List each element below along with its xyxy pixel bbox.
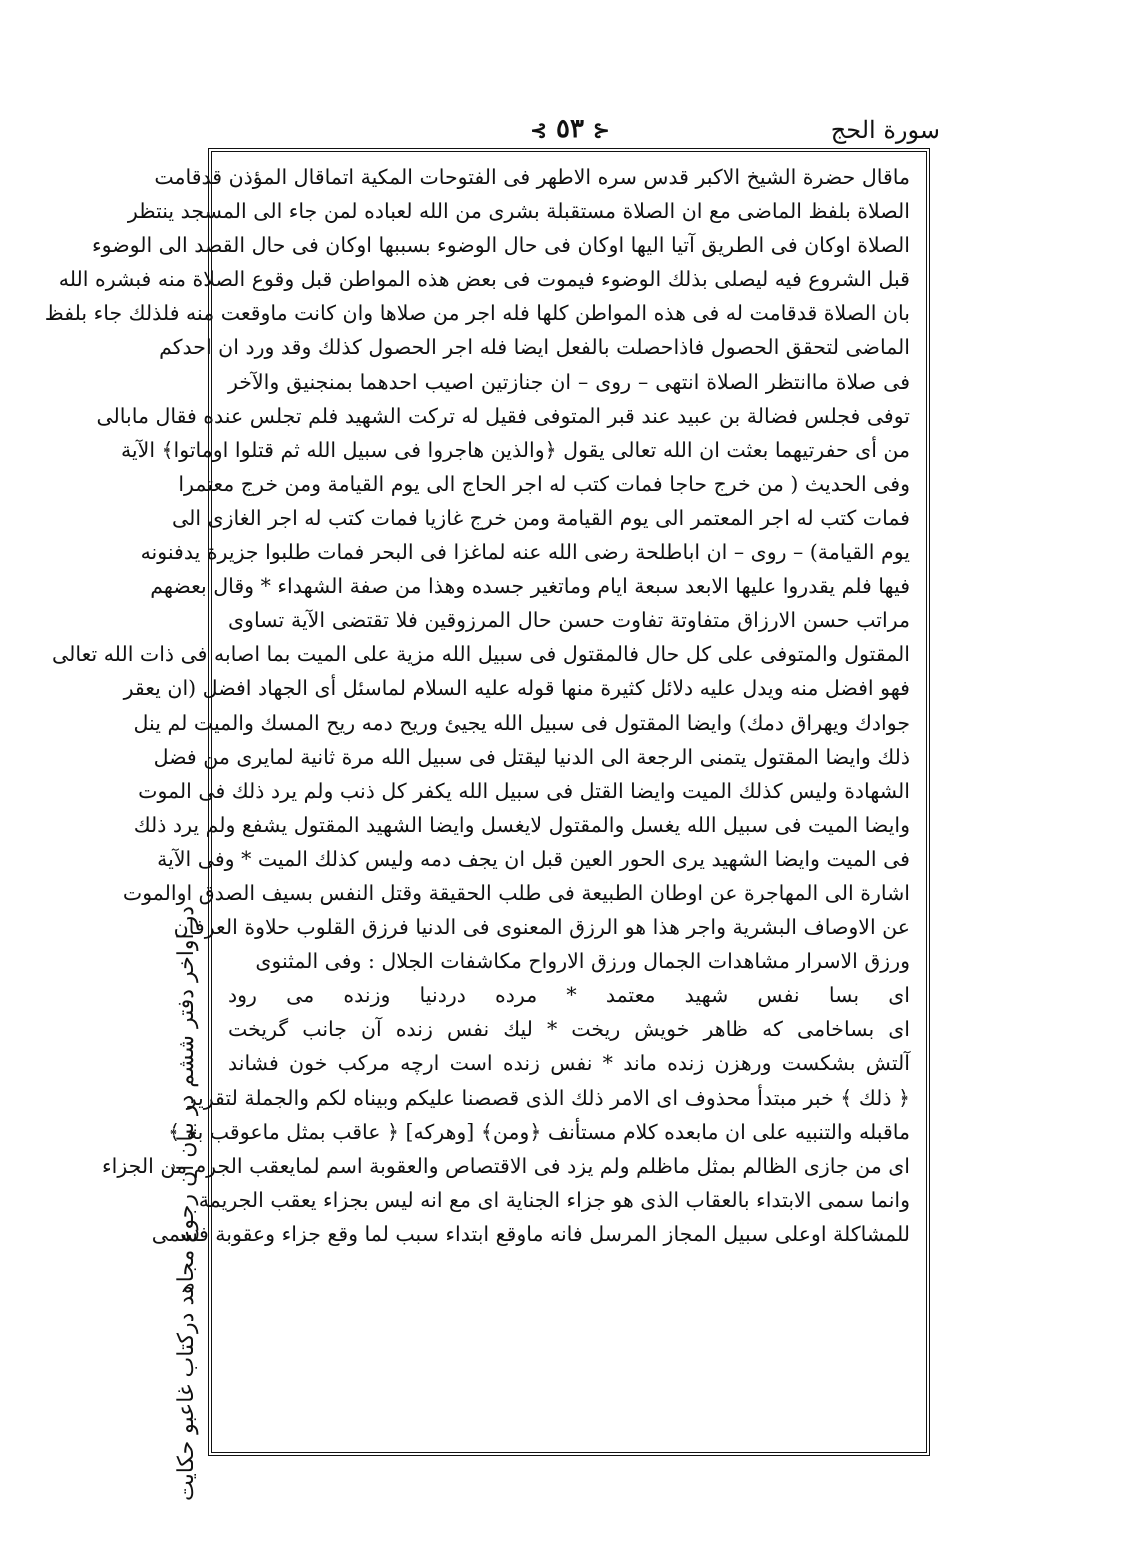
text-line: فهو افضل منه ويدل عليه دلائل كثيرة منها قوله عليه السلام لماسئل أى الجهاد افضل (ان يعقر [123, 676, 910, 701]
margin-note-text: در اواخر دفتر ششم در بيان آن رجوع مجاهد دركتاب غاعبو حكايت [174, 906, 199, 1502]
text-line: فى صلاة ماانتظر الصلاة انتهى – روى – ان جنازتين اصيب احدهما بمنجنيق والآخر [228, 369, 910, 394]
text-line: ورزق الاسرار مشاهدات الجمال ورزق الارواح مكاشفات الجلال : وفى المثنوى [255, 949, 910, 974]
verse-line: اى بساخامى كه ظاهر خويش ريخت * ليك نفس زنده آن جانب گريخت [228, 1017, 910, 1042]
text-line: وانما سمى الابتداء بالعقاب الذى هو جزاء الجناية اى مع انه ليس بجزاء يعقب الجريمة [198, 1187, 910, 1212]
surah-title: سورة الحج [830, 116, 940, 144]
text-line: عن الاوصاف البشرية واجر هذا هو الرزق المعنوى فى الدنيا فرزق القلوب حلاوة العرفان [173, 915, 910, 940]
text-line: الصلاة بلفظ الماضى مع ان الصلاة مستقبلة بشرى من الله لعباده لمن جاء الى المسجد ينتظر [127, 199, 910, 224]
text-line: الصلاة اوكان فى الطريق آتيا اليها اوكان فى حال الوضوء بسببها اوكان فى حال القصد الى الوضوء [91, 233, 910, 258]
text-line: الماضى لتحقق الحصول فاذاحصلت بالفعل ايضا فله اجر الحصول كذلك وقد ورد ان احدكم [159, 335, 910, 360]
ornament-right: ⊱ [593, 118, 610, 142]
page-header [200, 112, 940, 148]
text-line: بان الصلاة قدقامت له فى هذه المواطن كلها فله اجر من صلاها وان كانت ماوقعت منه فلذلك جاء بلفظ [44, 301, 910, 326]
text-line: اى من جازى الظالم بمثل ماظلم ولم يزد فى الاقتصاص والعقوبة اسم لمايعقب الجرم من الجزاء [102, 1153, 910, 1178]
ornament-left: ⊰ [530, 118, 547, 142]
text-line: فى الميت وايضا الشهيد يرى الحور العين قبل ان يجف دمه وليس كذلك الميت * وفى الآية [157, 846, 910, 871]
text-line: جوادك ويهراق دمك) وايضا المقتول فى سبيل الله يجيئ وريح دمه ريح المسك والميت لم ينل [133, 710, 910, 735]
text-line: من أى حفرتيهما بعثت ان الله تعالى يقول ﴿والذين هاجروا فى سبيل الله ثم قتلوا اوماتوا﴾ الآية [120, 437, 910, 462]
page-number-value: ٥٣ [556, 114, 584, 144]
verse-line: اى بسا نفس شهيد معتمد * مرده دردنيا وزنده مى رود [228, 983, 910, 1008]
text-line: وايضا الميت فى سبيل الله يغسل والمقتول لايغسل وايضا الشهيد المقتول يشفع ولم يرد ذلك [133, 812, 910, 837]
text-line: مراتب حسن الارزاق متفاوتة تفاوت حسن حال المرزوقين فلا تقتضى الآية تساوى [228, 608, 910, 633]
text-line: قبل الشروع فيه ليصلى بذلك الوضوء فيموت فى بعض هذه المواطن قبل وقوع الصلاة منه فبشره الله [58, 267, 910, 292]
text-line: للمشاكلة اوعلى سبيل المجاز المرسل فانه ماوقع ابتداء سبب لما وقع جزاء وعقوبة فسمى [151, 1221, 910, 1246]
text-line: فمات كتب له اجر المعتمر الى يوم القيامة ومن خرج غازيا فمات كتب له اجر الغازى الى [172, 505, 910, 530]
text-line: ماقال حضرة الشيخ الاكبر قدس سره الاطهر فى الفتوحات المكية اتماقال المؤذن قدقامت [154, 165, 910, 189]
text-line: اشارة الى المهاجرة عن اوطان الطبيعة فى طلب الحقيقة وقتل النفس بسيف الصدق اوالموت [122, 880, 910, 905]
text-line: وفى الحديث ( من خرج حاجا فمات كتب له اجر الحاج الى يوم القيامة ومن خرج معتمرا [178, 471, 910, 496]
margin-note [170, 906, 210, 1502]
text-line: المقتول والمتوفى على كل حال فالمقتول فى سبيل الله مزية على الميت بما اصابه فى ذات الله تعالى [52, 642, 910, 667]
text-line: يوم القيامة) – روى – ان اباطلحة رضى الله عنه لماغزا فى البحر فمات طلبوا جزيرة يدفنونه [140, 540, 910, 565]
text-line: ماقبله والتنبيه على ان مابعده كلام مستأنف ﴿ومن﴾ [وهركه] ﴿ عاقب بمثل ماعوقب به ﴾ [168, 1119, 910, 1144]
text-line: ﴿ ذلك ﴾ خبر مبتدأ محذوف اى الامر ذلك الذى قصصنا عليكم وبيناه لكم والجملة لتقرير [186, 1085, 910, 1110]
text-line: توفى فجلس فضالة بن عبيد عند قبر المتوفى فقيل له تركت الشهيد فلم تجلس عنده فقال مابالى [96, 403, 910, 428]
page-number [200, 114, 940, 144]
text-line: الشهادة وليس كذلك الميت وايضا القتل فى سبيل الله يكفر كل ذنب ولم يرد ذلك فى الموت [138, 778, 910, 803]
text-line: ذلك وايضا المقتول يتمنى الرجعة الى الدنيا ليقتل فى سبيل الله مرة ثانية لمايرى من فضل [153, 744, 910, 769]
text-line: فيها فلم يقدروا عليها الابعد سبعة ايام وماتغير جسده وهذا من صفة الشهداء * وقال بعضهم [150, 574, 910, 599]
verse-line: آلتش بشكست ورهزن زنده ماند * نفس زنده است ارچه مركب خون فشاند [228, 1051, 910, 1076]
